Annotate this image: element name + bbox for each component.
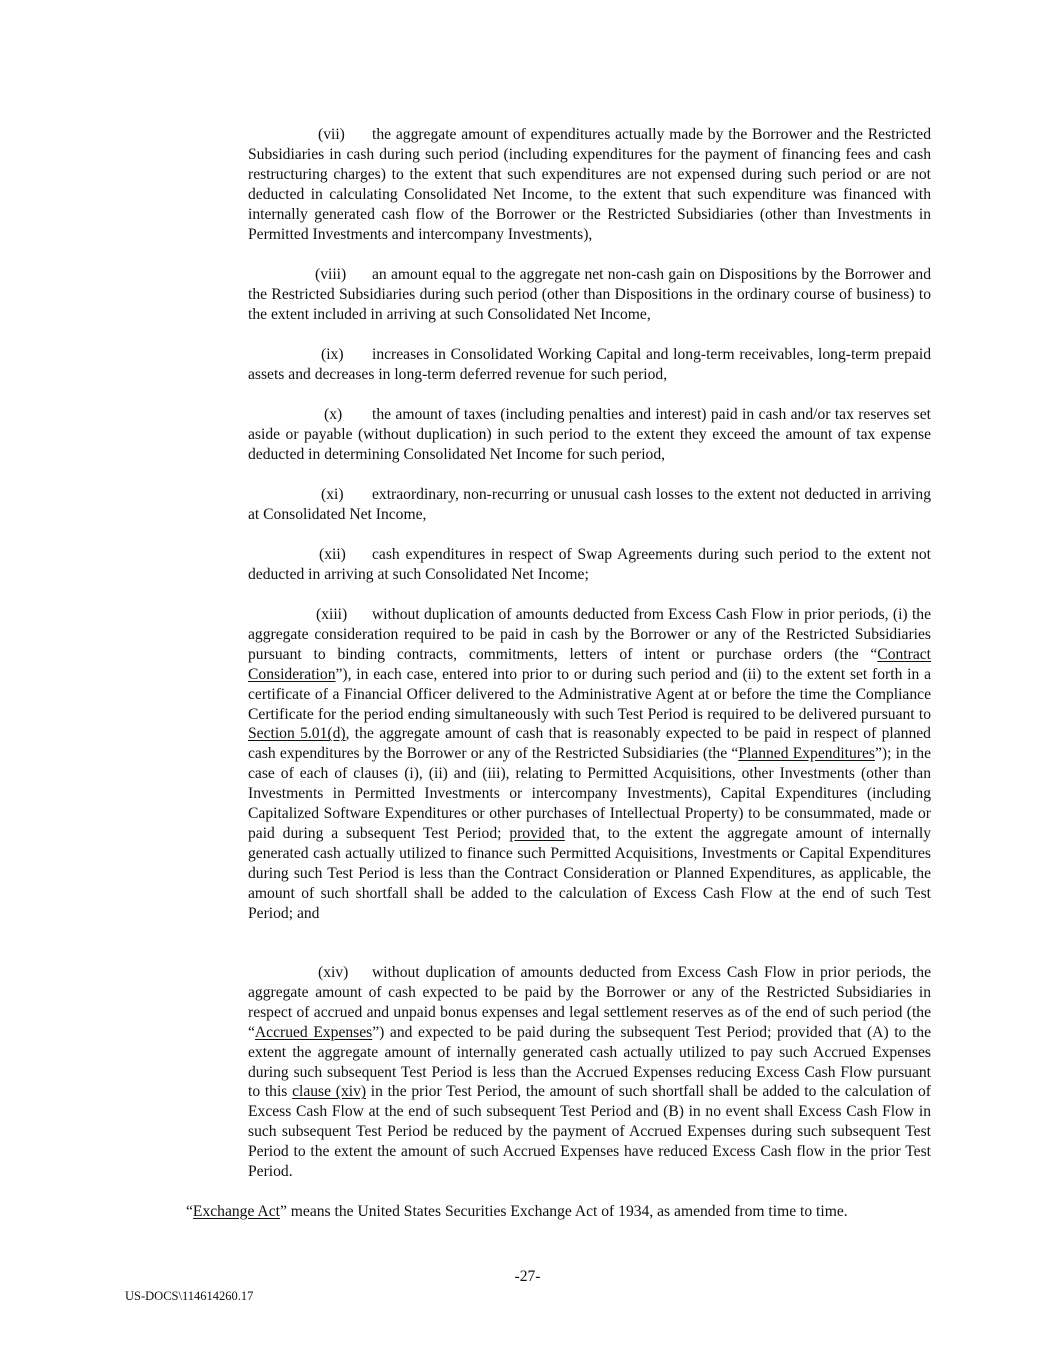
cross-reference-section-5-01-d: Section 5.01(d)	[248, 725, 346, 743]
clause-text: the amount of taxes (including penalties and interest) paid in cash and/or tax reserves set aside or payable (without duplication) in such period to the extent they exceed the amount of tax expense deducted in determining Consolidated Net Income for such period,	[248, 406, 931, 463]
clause-xiii: (xiii) without duplication of amounts deducted from Excess Cash Flow in prior periods, (i) the aggregate consideration required to be paid in cash by the Borrower or any of the Restricted Subsidiaries pursuant to binding contracts, commitments, letters of intent or purchase orders (the “Contract Consideration”), in each case, entered into prior to or during such period and (ii) to the extent set forth in a certificate of a Financial Officer delivered to the Administrative Agent at or before the time the Compliance Certificate for the period ending simultaneously with such Test Period is required to be delivered pursuant to Section 5.01(d), the aggregate amount of cash that is reasonably expected to be paid in respect of planned cash expenditures by the Borrower or any of the Restricted Subsidiaries (the “Planned Expenditures”); in the case of each of clauses (i), (ii) and (iii), relating to Permitted Acquisitions, other Investments (other than Investments in Permitted Investments or intercompany Investments), Capital Expenditures (including Capitalized Software Expenditures or other purchases of Intellectual Property) to be consummated, made or paid during a subsequent Test Period; provided that, to the extent the aggregate amount of internally generated cash actually utilized to finance such Permitted Acquisitions, Investments or Capital Expenditures during such Test Period is less than the Contract Consideration or Planned Expenditures, as applicable, the amount of such shortfall shall be added to the calculation of Excess Cash Flow at the end of such Test Period; and	[248, 606, 931, 922]
defined-term-exchange-act: Exchange Act	[192, 1203, 280, 1220]
clause-text: an amount equal to the aggregate net non-cash gain on Dispositions by the Borrower and the Restricted Subsidiaries during such period (other than Dispositions in the ordinary course of business) to the extent included in arriving at such Consolidated Net Income,	[248, 266, 931, 323]
provided-term: provided	[509, 824, 565, 842]
definition-exchange-act	[186, 1202, 946, 1222]
clause-ix: (ix) increases in Consolidated Working Capital and long-term receivables, long-term prepaid assets and decreases in long-term deferred revenue for such period,	[248, 346, 931, 383]
cross-reference-clause-xiv: clause (xiv)	[292, 1083, 367, 1101]
clause-text-part: in the prior Test Period, the amount of such shortfall shall be added to the calculation of Excess Cash Flow at the end of such subsequent Test Period and (B) in no event shall Excess Cash Flow in such subsequent Test Period be reduced by the payment of Accrued Expenses during such subsequent Test Period to the extent the amount of such Accrued Expenses have reduced Excess Cash flow in the prior Test Period.	[248, 1083, 931, 1181]
page-number: -27-	[514, 1268, 541, 1285]
clause-text-part: that, to the extent the aggregate amount of internally generated cash actually utilized to finance such Permitted Acquisitions, Investments or Capital Expenditures during such Test Period is less than the Contract Consideration or Planned Expenditures, as applicable, the amount of such shortfall shall be added to the calculation of Excess Cash Flow at the end of such Test Period; and	[248, 824, 931, 922]
open-quote: “	[186, 1203, 193, 1220]
clause-text: extraordinary, non-recurring or unusual cash losses to the extent not deducted in arriving at Consolidated Net Income,	[248, 486, 931, 523]
clause-viii: (viii) an amount equal to the aggregate net non-cash gain on Dispositions by the Borrower and the Restricted Subsidiaries during such period (other than Dispositions in the ordinary course of business) to the extent included in arriving at such Consolidated Net Income,	[248, 266, 931, 323]
clause-text: the aggregate amount of expenditures actually made by the Borrower and the Restricted Subsidiaries in cash during such period (including expenditures for the payment of financing fees and cash restructuring charges) to the extent that such expenditures are not expensed during such period or are not deducted in calculating Consolidated Net Income, to the extent that such expenditure was financed with internally generated cash flow of the Borrower or the Restricted Subsidiaries (other than Investments in Permitted Investments and intercompany Investments),	[248, 126, 931, 243]
clause-text: increases in Consolidated Working Capital and long-term receivables, long-term prepaid assets and decreases in long-term deferred revenue for such period,	[248, 346, 931, 383]
clause-text-part: ”), in each case, entered into prior to or during such period and (ii) to the extent set forth in a certificate of a Financial Officer delivered to the Administrative Agent at or before the time the Compliance Certificate for the period ending simultaneously with such Test Period is required to be delivered pursuant to	[248, 665, 931, 723]
clause-text-part: ”) and expected to be paid during the subsequent Test Period; provided that (A) to the extent the aggregate amount of internally generated cash actually utilized to pay such Accrued Expenses during such subsequent Test Period is less than the Accrued Expenses reducing Excess Cash Flow pursuant to this	[248, 1023, 931, 1101]
clause-xiv: (xiv) without duplication of amounts deducted from Excess Cash Flow in prior periods, the aggregate amount of cash expected to be paid by the Borrower or any of the Restricted Subsidiaries in respect of accrued and unpaid bonus expenses and legal settlement reserves as of the end of such period (the “Accrued Expenses”) and expected to be paid during the subsequent Test Period; provided that (A) to the extent the aggregate amount of internally generated cash actually utilized to pay such Accrued Expenses during such subsequent Test Period is less than the Accrued Expenses reducing Excess Cash Flow pursuant to this clause (xiv) in the prior Test Period, the amount of such shortfall shall be added to the calculation of Excess Cash Flow at the end of such subsequent Test Period and (B) in no event shall Excess Cash Flow in such subsequent Test Period be reduced by the payment of Accrued Expenses during such subsequent Test Period to the extent the amount of such Accrued Expenses have reduced Excess Cash flow in the prior Test Period.	[248, 964, 931, 1181]
definition-text: ” means the United States Securities Exchange Act of 1934, as amended from time to time.	[279, 1203, 848, 1220]
clause-text-part: without duplication of amounts deducted from Excess Cash Flow in prior periods, (i) the aggregate consideration required to be paid in cash by the Borrower or any of the Restricted Subsidiaries pursuant to binding contracts, commitments, letters of intent or purchase orders (the “	[248, 606, 931, 663]
clause-text: cash expenditures in respect of Swap Agreements during such period to the extent not deducted in arriving at such Consolidated Net Income;	[248, 546, 931, 583]
defined-term-accrued-expenses: Accrued Expenses	[254, 1023, 373, 1041]
clause-text-part: without duplication of amounts deducted from Excess Cash Flow in prior periods, the aggregate amount of cash expected to be paid by the Borrower or any of the Restricted Subsidiaries in respect of accrued and unpaid bonus expenses and legal settlement reserves as of the end of such period (the “	[248, 964, 931, 1041]
clause-text-part: , the aggregate amount of cash that is reasonably expected to be paid in respect of planned cash expenditures by the Borrower or any of the Restricted Subsidiaries (the “	[248, 725, 931, 763]
clause-xii: (xii) cash expenditures in respect of Swap Agreements during such period to the extent not deducted in arriving at such Consolidated Net Income;	[248, 546, 931, 583]
clause-text-part: ”); in the case of each of clauses (i), (ii) and (iii), relating to Permitted Acquisitions, other Investments (other than Investments in Permitted Investments or intercompany Investments), Capital Expenditures (including Capitalized Software Expenditures or other purchases of Intellectual Property) to be consummated, made or paid during a subsequent Test Period;	[248, 745, 931, 842]
defined-term-contract-consideration: Contract Consideration	[248, 645, 931, 683]
clause-x: (x) the amount of taxes (including penalties and interest) paid in cash and/or tax reserves set aside or payable (without duplication) in such period to the extent they exceed the amount of tax expense deducted in determining Consolidated Net Income for such period,	[248, 406, 931, 463]
clause-vii: (vii) the aggregate amount of expenditures actually made by the Borrower and the Restricted Subsidiaries in cash during such period (including expenditures for the payment of financing fees and cash restructuring charges) to the extent that such expenditures are not expensed during such period or are not deducted in calculating Consolidated Net Income, to the extent that such expenditure was financed with internally generated cash flow of the Borrower or the Restricted Subsidiaries (other than Investments in Permitted Investments and intercompany Investments),	[248, 126, 931, 243]
clause-xi: (xi) extraordinary, non-recurring or unusual cash losses to the extent not deducted in arriving at Consolidated Net Income,	[248, 486, 931, 523]
defined-term-planned-expenditures: Planned Expenditures	[738, 745, 875, 763]
document-id: US-DOCS\114614260.17	[125, 1289, 254, 1303]
